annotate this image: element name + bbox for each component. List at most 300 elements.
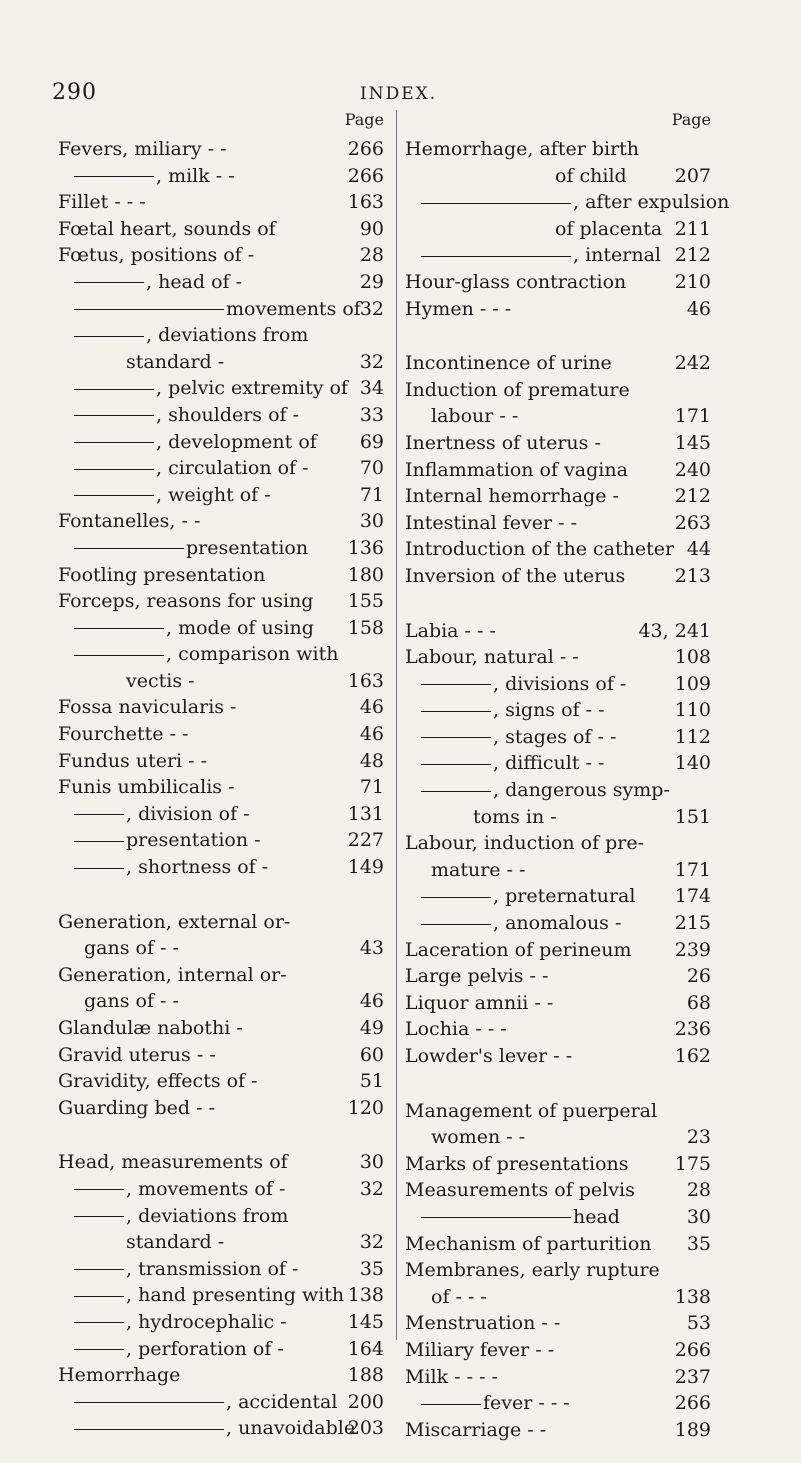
index-entry [405,1098,715,1125]
entry-page-number: 213 [674,564,711,587]
entry-text [405,296,511,322]
entry-page-number: 112 [674,725,711,748]
ditto-dash [421,684,491,685]
ditto-dash [74,469,154,470]
index-entry [58,721,388,748]
entry-text [74,163,235,189]
entry-page-number: 35 [359,1257,384,1280]
index-entry [58,1176,388,1203]
entry-label: Management of puerperal [405,1099,658,1122]
entry-page-number: 145 [347,1310,384,1333]
index-entry [58,402,388,429]
entry-label: Fillet - - - [58,191,146,214]
entry-label: Forceps, reasons for using [58,590,314,613]
entry-page-number: 32 [359,350,384,373]
ditto-dash [74,389,154,390]
index-entry [58,482,388,509]
ditto-dash [74,868,124,869]
index-entry [58,801,388,828]
entry-label: Mechanism of parturition [405,1232,652,1255]
entry-page-number: 30 [359,510,384,533]
entry-page-number: 175 [674,1152,711,1175]
entry-label: Miliary fever - - [405,1338,555,1361]
entry-label: movements of [226,297,361,320]
index-entry [58,1389,388,1416]
index-entry [58,349,388,376]
entry-label: , circulation of - [156,457,309,480]
entry-text [405,377,630,403]
entry-text [58,216,276,242]
entry-label: mature - - [431,858,526,881]
entry-label: Funis umbilicalis - [58,776,235,799]
entry-label: , deviations from [126,1204,289,1227]
index-entry [405,963,715,990]
entry-text [405,430,601,456]
index-entry [405,269,715,296]
ditto-dash [74,814,124,815]
entry-label: Hemorrhage, after birth [405,138,640,160]
entry-page-number: 207 [674,164,711,187]
index-entry [405,1124,715,1151]
entry-label: Inertness of uterus - [405,431,601,454]
entry-page-number: 140 [674,752,711,775]
index-entry [405,563,715,590]
entry-text [74,1256,298,1282]
index-entry [405,697,715,724]
entry-label: Intestinal fever - - [405,511,578,534]
entry-page-number: 164 [347,1337,384,1360]
right-page-heading: Page [671,110,711,129]
index-entry [405,671,715,698]
entry-text [405,830,644,856]
entry-page-number: 266 [674,1392,711,1415]
entry-text [405,1043,572,1069]
entry-page-number: 30 [686,1205,711,1228]
entry-label: Generation, external or- [58,910,291,933]
entry-page-number: 46 [359,723,384,746]
ditto-dash [74,1322,124,1323]
entry-text [74,402,299,428]
ditto-dash [74,495,154,496]
ditto-dash [74,442,154,443]
entry-label: Large pelvis - - [405,965,549,988]
ditto-dash [421,1217,571,1218]
index-entry [405,350,715,377]
entry-text [405,1098,657,1124]
entry-text [74,535,308,561]
entry-text [58,242,254,268]
index-entry [58,909,388,936]
entry-label: , comparison with [166,643,339,666]
entry-page-number: 171 [674,405,711,428]
entry-label: Fœtus, positions of - [58,244,255,267]
index-entry [405,1257,715,1284]
entry-text [58,774,235,800]
entry-text [421,242,661,268]
index-entry [58,935,388,962]
entry-page-number: 236 [674,1018,711,1041]
entry-page-number: 53 [686,1312,711,1335]
entry-text [58,1015,243,1041]
entry-label: , difficult - - [493,752,605,775]
right-index-column [405,110,730,1443]
entry-label: Miscarriage - - [405,1418,547,1441]
ditto-dash [74,655,164,656]
entry-label: , division of - [126,802,250,825]
entry-page-number: 211 [674,217,711,240]
column-divider [396,110,397,1340]
index-entry [405,1204,715,1231]
entry-label: , accidental [226,1390,338,1413]
entry-page-number: 68 [686,991,711,1014]
entry-label: presentation [186,536,309,559]
entry-text [74,854,268,880]
entry-text [58,189,146,215]
entry-page-number: 263 [674,511,711,534]
entry-label: , perforation of - [126,1337,284,1360]
entry-text [405,1417,546,1443]
entry-text [431,1284,487,1310]
entry-label: Fœtal heart, sounds of [58,217,276,240]
ditto-dash [421,764,491,765]
index-entry [58,216,388,243]
index-entry [405,990,715,1017]
entry-page-number: 44 [686,538,711,561]
entry-text [405,1257,660,1283]
entry-label: Hemorrhage [58,1364,181,1387]
entry-page-number: 46 [359,990,384,1013]
entry-text [58,1362,180,1388]
entry-page-number: 28 [686,1179,711,1202]
entry-page-number: 210 [674,270,711,293]
ditto-dash [74,1296,124,1297]
index-entry [405,910,715,937]
entry-label: , head of - [146,270,243,293]
entry-label: Fevers, miliary - - [58,138,227,160]
entry-page-number: 266 [674,1338,711,1361]
index-entry [405,189,730,216]
entry-page-number: 149 [347,856,384,879]
entry-text [405,1016,507,1042]
entry-text [74,1203,288,1229]
entry-text [58,1068,258,1094]
entry-text [421,1390,570,1416]
entry-text [126,349,224,375]
index-entry [405,1177,715,1204]
entry-text [58,136,227,162]
index-entry [58,296,388,323]
index-entry [405,750,715,777]
entry-page-number: 136 [347,536,384,559]
index-entry [405,883,715,910]
entry-label: of child [555,164,627,187]
entry-page-number: 69 [359,430,384,453]
index-entry [58,1282,388,1309]
entry-page-number: 109 [674,672,711,695]
entry-page-number: 49 [359,1017,384,1039]
entry-page-number: 29 [359,270,384,293]
index-entry [405,1390,715,1417]
entry-text [431,857,525,883]
entry-label: standard - [126,1231,225,1254]
entry-label: , anomalous - [493,912,622,935]
index-entry [405,1417,715,1444]
index-entry [58,535,388,562]
index-entry [58,562,388,589]
index-entry [58,1015,388,1042]
entry-page-number: 110 [674,699,711,722]
entry-text [473,804,557,830]
entry-page-number: 212 [674,244,711,267]
ditto-dash [421,924,491,925]
index-entry [58,322,388,349]
index-entry [405,1364,715,1391]
entry-page-number: 163 [347,191,384,214]
index-entry [405,804,715,831]
entry-label: , milk - - [156,164,235,187]
entry-text [58,909,290,935]
entry-label: of - - - [431,1285,487,1308]
entry-text [555,216,662,242]
entry-text [58,588,313,614]
entry-label: , mode of using [166,616,314,639]
entry-page-number: 138 [347,1284,384,1307]
entry-page-number: 145 [674,431,711,454]
ditto-dash [74,176,154,177]
left-page-heading: Page [344,110,384,129]
index-entry [58,1042,388,1069]
entry-page-number: 171 [674,858,711,881]
ditto-dash [74,1402,224,1403]
entry-label: Fourchette - - [58,723,189,746]
entry-label: fever - - - [483,1392,570,1415]
entry-text [58,508,200,534]
entry-page-number: 131 [347,802,384,825]
entry-text [58,962,287,988]
index-entry [405,1310,715,1337]
entry-label: , hydrocephalic - [126,1310,287,1333]
entry-text [405,963,548,989]
index-entry [405,618,715,645]
index-entry [405,1151,715,1178]
entry-page-number: 239 [674,938,711,961]
entry-page-number: 23 [686,1126,711,1149]
entry-page-number: 227 [347,829,384,852]
entry-label: , development of [156,430,317,453]
ditto-dash [421,897,491,898]
page-title: INDEX. [360,84,438,104]
index-entry [405,1337,715,1364]
index-entry [58,588,388,615]
entry-label: vectis - [126,669,195,692]
entry-page-number: 266 [347,164,384,187]
entry-page-number: 43 [359,937,384,960]
entry-page-number: 203 [347,1417,384,1440]
entry-page-number: 200 [347,1390,384,1413]
entry-page-number: 155 [347,590,384,613]
entry-page-number: 35 [686,1232,711,1255]
index-entry [58,1362,388,1389]
ditto-dash [74,309,224,310]
entry-label: gans of - - [84,990,179,1013]
index-entry [405,777,715,804]
entry-label: , movements of - [126,1177,286,1200]
entry-text [74,269,242,295]
ditto-dash [421,711,491,712]
entry-text [74,455,309,481]
index-entry [405,1231,715,1258]
entry-text [58,1042,216,1068]
entry-label: Inversion of the uterus [405,564,626,587]
entry-label: Induction of premature [405,378,630,401]
entry-page-number: 242 [674,352,711,375]
ditto-dash [74,1189,124,1190]
entry-label: , preternatural [493,885,636,908]
index-entry [405,136,715,163]
entry-text [421,777,670,803]
entry-text [405,457,628,483]
entry-text [405,1310,560,1336]
entry-text [74,375,348,401]
index-entry [405,724,715,751]
index-entry [58,1415,388,1442]
entry-label: Labour, induction of pre- [405,832,645,855]
index-entry [405,242,715,269]
index-entry [405,403,715,430]
index-entry [58,1229,388,1256]
ditto-dash [74,1269,124,1270]
ditto-dash [74,1429,224,1430]
entry-label: of placenta [555,217,663,240]
entry-page-number: 34 [359,377,384,400]
index-entry [58,375,388,402]
entry-label: , after expulsion [573,191,730,214]
entry-text [74,1282,344,1308]
entry-page-number: 120 [347,1096,384,1119]
page-number: 290 [52,80,97,105]
entry-label: , dangerous symp- [493,779,670,802]
entry-page-number: 174 [674,885,711,908]
entry-label: standard - [126,350,225,373]
entry-text [405,269,626,295]
ditto-dash [421,791,491,792]
entry-page-number: 237 [674,1365,711,1388]
entry-page-number: 26 [686,965,711,988]
index-entry [58,668,388,695]
entry-text [58,1095,215,1121]
entry-label: , stages of - - [493,725,617,748]
entry-text [74,1336,284,1362]
entry-page-number: 151 [674,805,711,828]
entry-label: Membranes, early rupture [405,1259,660,1282]
entry-page-number: 43, 241 [638,619,711,642]
entry-page-number: 240 [674,458,711,481]
entry-text [58,562,265,588]
entry-label: Measurements of pelvis [405,1179,635,1202]
entry-text [405,483,619,509]
entry-page-number: 215 [674,912,711,935]
index-entry [58,163,388,190]
index-entry [58,1095,388,1122]
entry-text [421,910,621,936]
entry-text [126,1229,224,1255]
index-entry [58,1309,388,1336]
entry-text [74,1389,337,1415]
entry-label: , shortness of - [126,856,269,879]
entry-label: Lowder's lever - - [405,1045,573,1067]
entry-page-number: 60 [359,1043,384,1066]
index-entry [58,1149,388,1176]
entry-label: , internal [573,244,661,267]
entry-label: , hand presenting with [126,1284,345,1307]
entry-label: Fontanelles, - - [58,510,201,533]
entry-label: Introduction of the catheter [405,538,675,561]
entry-text [405,618,496,644]
ditto-dash [421,737,491,738]
entry-label: Lochia - - - [405,1018,507,1041]
entry-text [421,750,604,776]
ditto-dash [74,628,164,629]
ditto-dash [74,841,124,842]
ditto-dash [74,1216,124,1217]
index-entry [58,694,388,721]
index-entry [405,296,715,323]
entry-text [405,350,612,376]
entry-page-number: 28 [359,244,384,267]
entry-label: Liquor amnii - - [405,991,554,1014]
entry-page-number: 51 [359,1070,384,1093]
entry-label: Glandulæ nabothi - [58,1017,243,1039]
index-entry [58,988,388,1015]
entry-label: , pelvic extremity of [156,377,348,400]
index-entry [58,1256,388,1283]
entry-page-number: 138 [674,1285,711,1308]
entry-label: toms in - [473,805,557,828]
entry-text [405,1177,635,1203]
entry-text [74,641,339,667]
index-entry [58,1336,388,1363]
entry-text [405,1337,554,1363]
entry-text [405,1231,652,1257]
index-entry [405,1016,715,1043]
entry-page-number: 180 [347,563,384,586]
index-entry [405,536,715,563]
entry-page-number: 71 [359,483,384,506]
index-entry [405,1284,715,1311]
entry-text [555,163,627,189]
index-entry [405,163,715,190]
index-entry [405,216,715,243]
entry-label: Guarding bed - - [58,1096,215,1119]
ditto-dash [74,548,184,549]
entry-text [74,615,314,641]
entry-text [405,536,674,562]
index-entry [405,483,715,510]
entry-text [405,644,579,670]
index-entry [405,830,715,857]
ditto-dash [421,203,571,204]
entry-label: Menstruation - - [405,1312,561,1335]
entry-text [421,1204,620,1230]
entry-label: Gravid uterus - - [58,1043,216,1066]
entry-page-number: 46 [686,297,711,320]
entry-page-number: 46 [359,696,384,719]
entry-page-number: 71 [359,776,384,799]
entry-page-number: 188 [347,1364,384,1387]
entry-text [431,1124,525,1150]
index-entry [58,962,388,989]
entry-label: Laceration of perineum [405,938,632,961]
